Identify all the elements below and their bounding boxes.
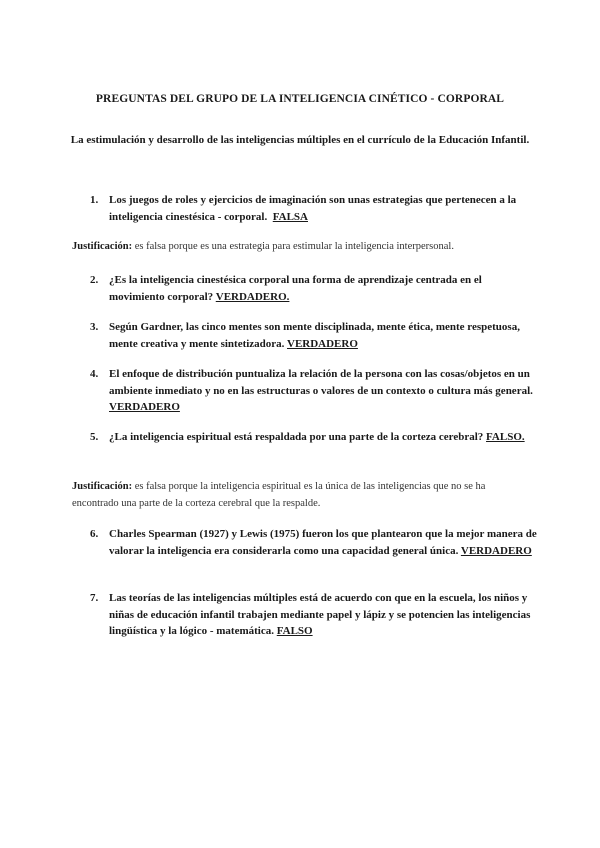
- question-6: [90, 526, 540, 559]
- question-number: 7.: [90, 592, 99, 604]
- question-number: 4.: [90, 368, 99, 380]
- answer: VERDADERO: [109, 401, 180, 413]
- answer: FALSA: [272, 210, 308, 223]
- answer: FALSO: [276, 625, 313, 637]
- subtitle: La estimulación y desarrollo de las inteligencias múltiples en el currículo de la Educación Infantil.: [70, 134, 530, 146]
- answer: VERDADERO: [460, 544, 532, 557]
- question-number: 6.: [90, 528, 99, 540]
- answer: VERDADERO.: [215, 290, 290, 303]
- question-number: 3.: [90, 321, 99, 333]
- justification-2: [72, 478, 532, 512]
- answer: FALSO.: [486, 431, 525, 443]
- question-text: Los juegos de roles y ejercicios de imaginación son unas estrategias que pertenecen a la inteligencia cinestésica - corporal.: [109, 194, 517, 223]
- question-text: Charles Spearman (1927) y Lewis (1975) fueron los que plantearon que la mejor manera de valorar la inteligencia era considerarla como una capacidad general única.: [109, 528, 537, 557]
- justification-label: Justificación:: [72, 481, 133, 492]
- question-text: Según Gardner, las cinco mentes son mente disciplinada, mente ética, mente respetuosa, mente creativa y mente sintetizadora.: [109, 321, 520, 350]
- question-text: ¿La inteligencia espiritual está respaldada por una parte de la corteza cerebral?: [109, 431, 484, 443]
- question-1: [90, 192, 540, 225]
- question-2: [90, 272, 540, 305]
- justification-text: es falsa porque es una estrategia para estimular la inteligencia interpersonal.: [134, 241, 454, 252]
- question-4: [90, 366, 540, 416]
- question-number: 1.: [90, 194, 99, 206]
- question-text-bold: El enfoque de distribución: [109, 368, 233, 380]
- question-5: [90, 429, 540, 446]
- question-3: [90, 319, 540, 352]
- answer: VERDADERO: [287, 337, 358, 350]
- question-7: [90, 590, 540, 640]
- question-text: Las teorías de las inteligencias múltiples está de acuerdo con que en la escuela, los niños y niñas de educación infantil trabajen mediante papel y lápiz y se potencien las inteligencias lingüística y la lógico - matemática.: [109, 592, 531, 637]
- justification-text: es falsa porque la inteligencia espiritual es la única de las inteligencias que no se ha encontrado una parte de la corteza cerebral que la respalde.: [72, 481, 486, 509]
- question-text: puntualiza la relación de la persona con las cosas/objetos en un ambiente inmediato y no en las estructuras o valores de un contexto o cultura más general.: [109, 368, 533, 397]
- question-number: 5.: [90, 431, 99, 443]
- question-text: ¿Es la inteligencia cinestésica corporal una forma de aprendizaje centrada en el movimiento corporal?: [109, 274, 482, 303]
- justification-1: [72, 238, 532, 255]
- page-title: PREGUNTAS DEL GRUPO DE LA INTELIGENCIA CINÉTICO - CORPORAL: [95, 93, 505, 105]
- justification-label: Justificación:: [72, 241, 133, 252]
- question-number: 2.: [90, 274, 99, 286]
